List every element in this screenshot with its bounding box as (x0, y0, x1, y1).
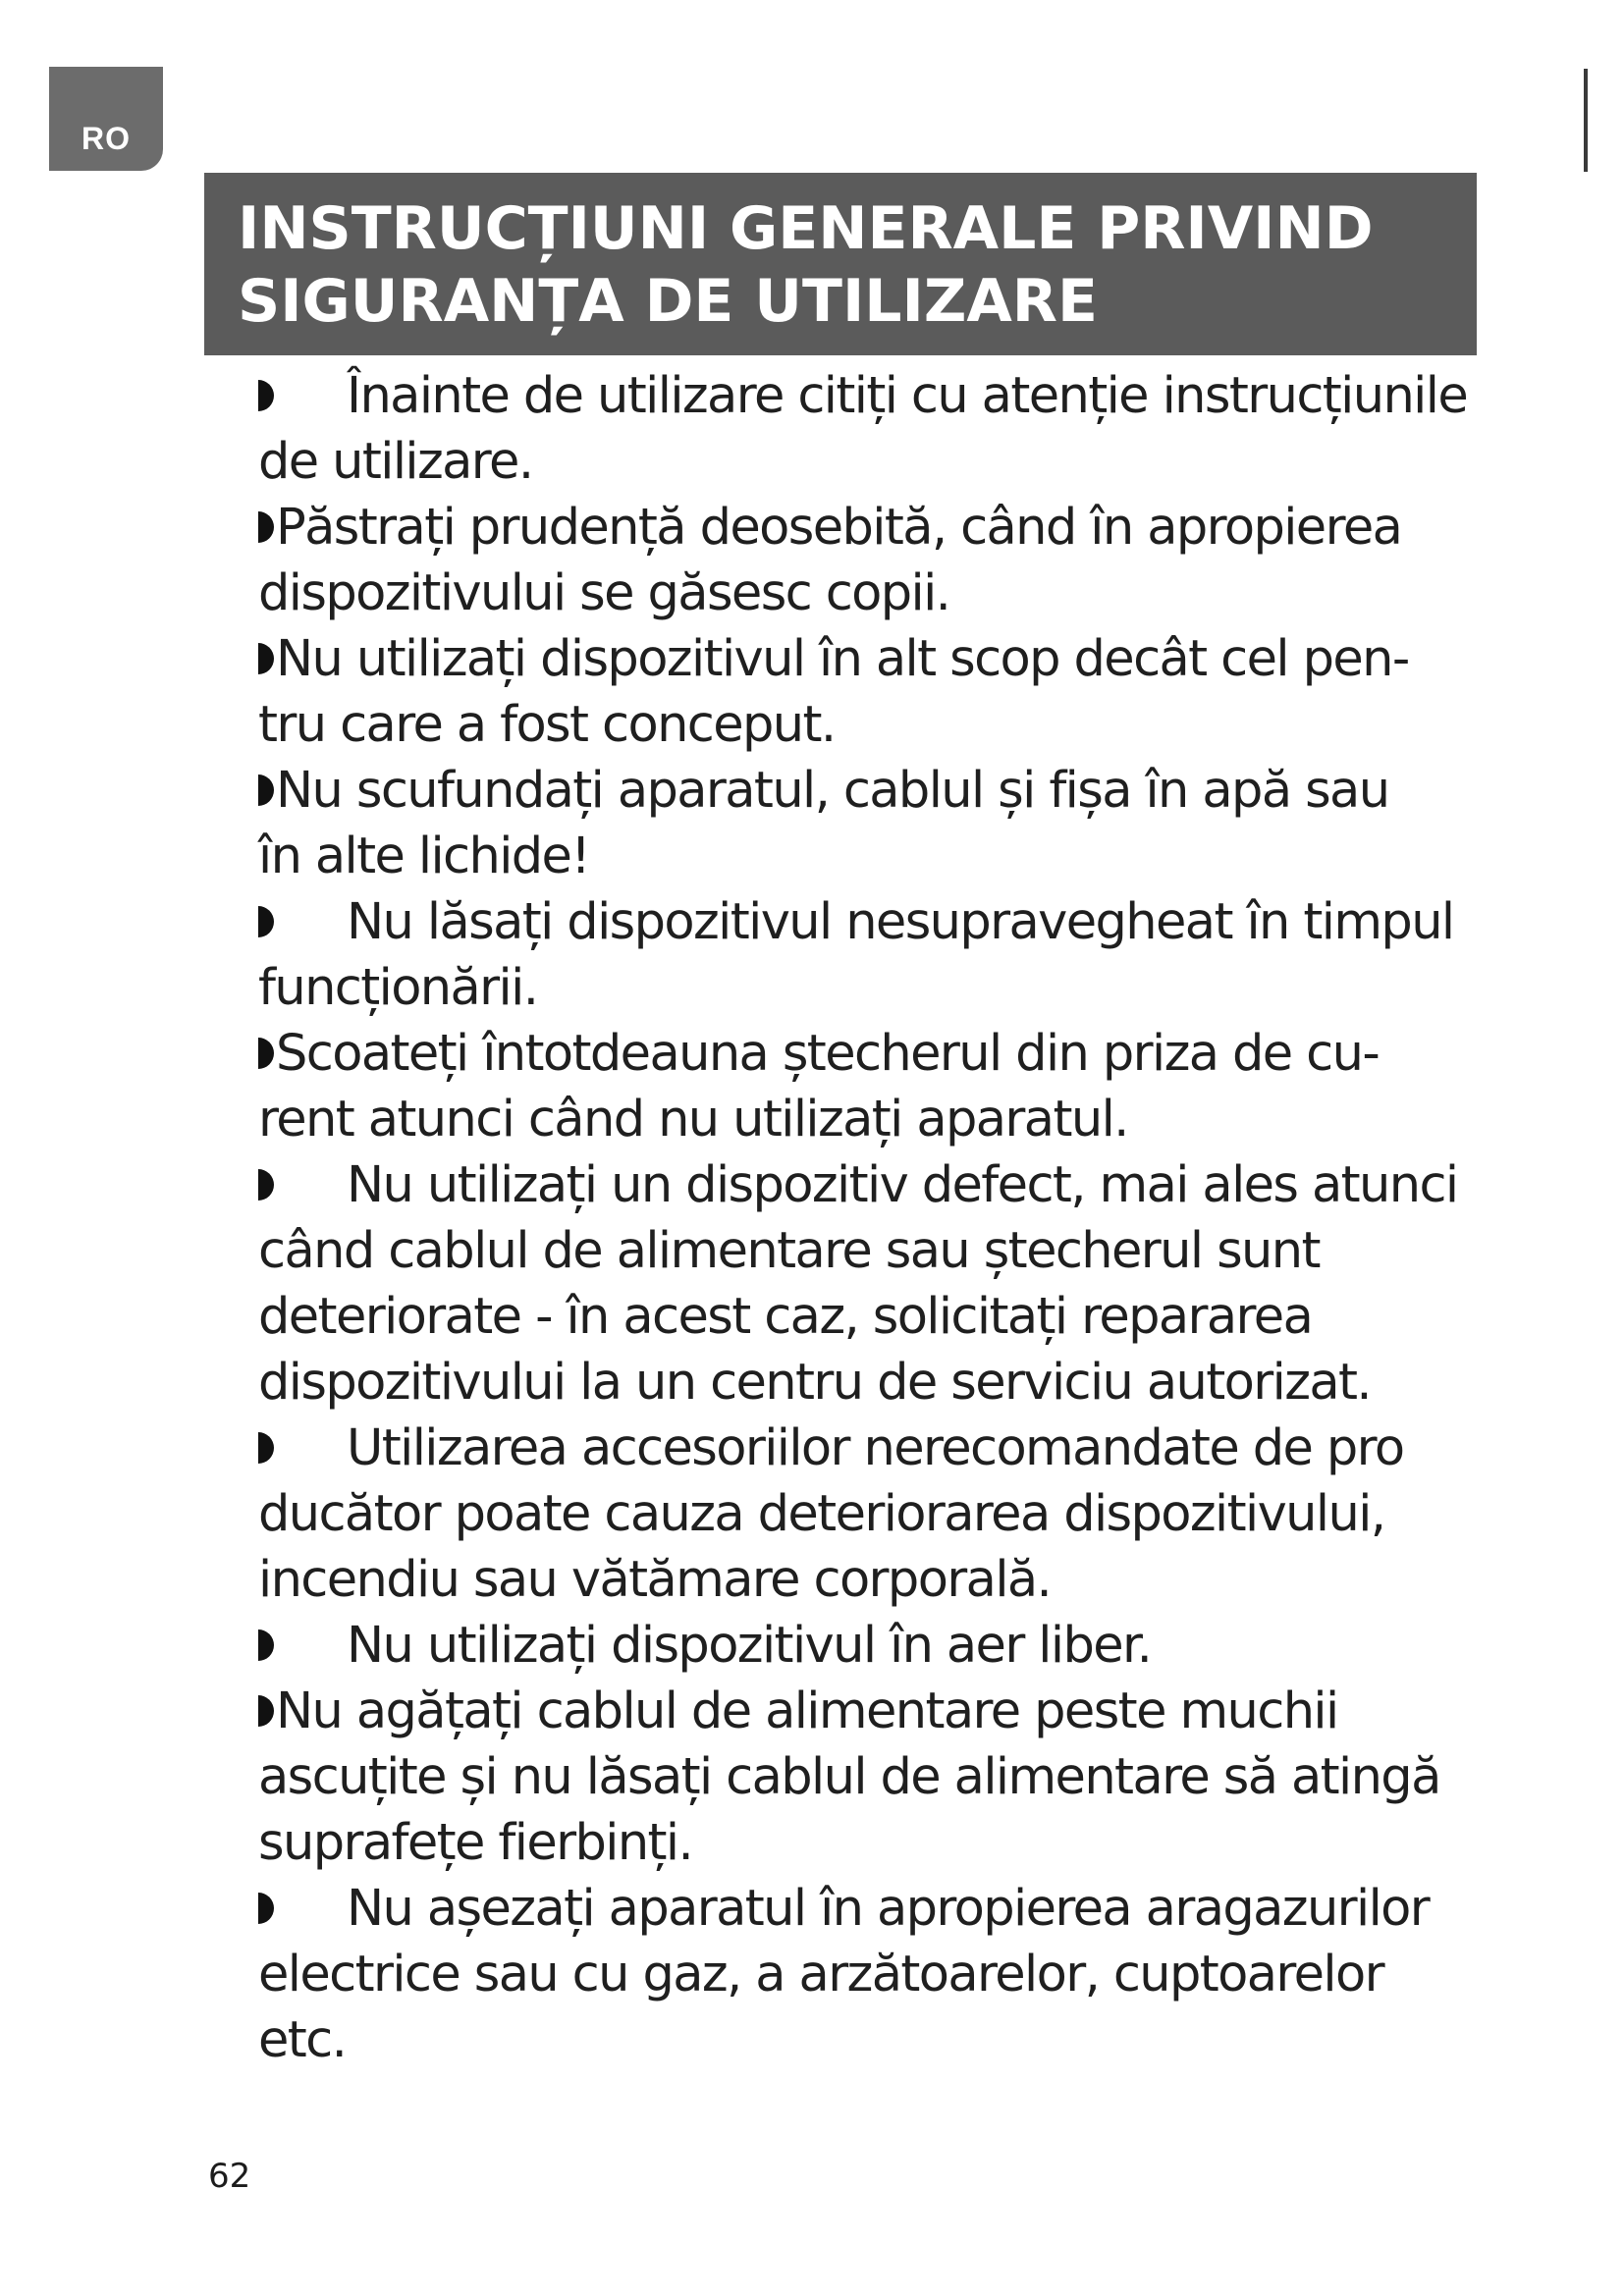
safety-item-text: Scoateți întotdeauna ștecherul din priza de cu- rent atunci când nu utilizați aparatul. (258, 1025, 1380, 1148)
safety-item (258, 626, 1603, 758)
safety-item-text: Nu utilizați un dispozitiv defect, mai ales atunci când cablul de alimentare sau ștecherul sunt deteriorate - în acest caz, solicitați repararea dispozitivului la un centru de serviciu autorizat. (258, 1156, 1458, 1412)
section-title-line-1: INSTRUCȚIUNI GENERALE PRIVIND (238, 194, 1374, 263)
safety-instructions-list (258, 363, 1603, 2073)
section-title-banner (204, 173, 1477, 355)
safety-item-text: Nu așezați aparatul în apropierea aragazurilor electrice sau cu gaz, a arzătoarelor, cuptoarelor etc. (258, 1880, 1430, 2069)
safety-item-text: Nu scufundați aparatul, cablul și fișa în apă sau în alte lichide! (258, 762, 1389, 885)
safety-item (258, 363, 1603, 495)
page-number: 62 (208, 2157, 251, 2196)
safety-item (258, 1679, 1603, 1876)
section-title-line-2: SIGURANȚA DE UTILIZARE (238, 267, 1098, 336)
safety-item-text: Păstrați prudență deosebită, când în apropierea dispozitivului se găsesc copii. (258, 499, 1402, 622)
safety-item (258, 1415, 1603, 1613)
safety-item (258, 1152, 1603, 1415)
safety-item-text: Nu agățați cablul de alimentare peste muchii ascuțite și nu lăsați cablul de alimentare să atingă suprafețe fierbinți. (258, 1682, 1440, 1872)
safety-item (258, 758, 1603, 889)
safety-item (258, 1876, 1603, 2073)
page-edge-marker (1584, 69, 1588, 172)
safety-item-text: Utilizarea accesoriilor nerecomandate de pro ducător poate cauza deteriorarea dispozitivului, incendiu sau vătămare corporală. (258, 1419, 1404, 1609)
safety-item (258, 1021, 1603, 1152)
safety-item-text: Nu utilizați dispozitivul în alt scop decât cel pen- tru care a fost conceput. (258, 630, 1409, 754)
safety-item-text: Nu utilizați dispozitivul în aer liber. (347, 1617, 1152, 1675)
safety-item (258, 1613, 1603, 1679)
safety-item (258, 495, 1603, 626)
safety-item-text: Înainte de utilizare citiți cu atenție instrucțiunile de utilizare. (258, 367, 1468, 491)
safety-item (258, 889, 1603, 1021)
language-label: RO (81, 121, 131, 156)
safety-item-text: Nu lăsați dispozitivul nesupravegheat în timpul funcționării. (258, 893, 1454, 1017)
language-tab (49, 67, 163, 171)
